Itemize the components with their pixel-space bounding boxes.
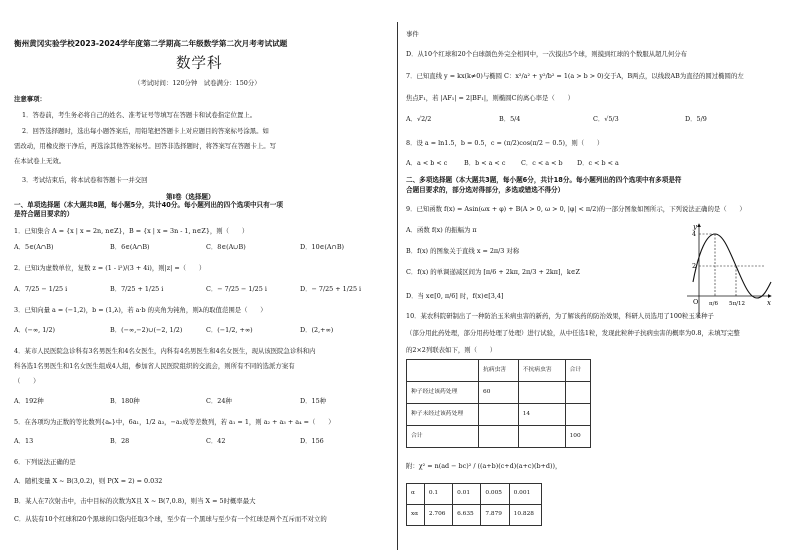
q4-stem-a: 4．某市人民医院急诊科有3名男医生和4名女医生，内科有4名男医生和4名女医生，现从该医院急诊科和内 xyxy=(14,347,316,355)
q7-stem-b: 焦点F₁，若 |AF₁| = 2|BF₁|，则椭圆C的离心率是（ ） xyxy=(406,94,574,102)
table-cell xyxy=(479,426,519,448)
table-cell: 14 xyxy=(518,404,565,426)
q8-stem: 8．设 a = ln1.5，b = 0.5，c = (π/2)cos(π/2 − 0.5)，则（ ） xyxy=(406,139,604,147)
q3-option-b: B．(−∞,−2)∪(−2, 1/2) xyxy=(110,326,183,334)
right-column xyxy=(401,0,794,550)
table-cell: 100 xyxy=(565,426,590,448)
contingency-table xyxy=(406,359,591,448)
q8-option-a: A．a < b < c xyxy=(406,159,448,167)
column-divider xyxy=(397,22,398,550)
table-row xyxy=(407,426,591,448)
subject-title: 数学科 xyxy=(176,56,223,72)
label-origin: O xyxy=(693,298,699,306)
q1-option-c: C．8∈(A∪B) xyxy=(206,243,246,251)
q4-stem-c: （ ） xyxy=(14,377,40,385)
label-y: y xyxy=(693,223,697,231)
q9-stem: 9．已知函数 f(x) = Asin(ωx + φ) + B(A > 0, ω > 0, |φ| < π/2)的一部分图象如图所示，下列说法正确的是（ ） xyxy=(406,205,746,213)
q8-option-d: D．c < b < a xyxy=(577,159,619,167)
q4-option-a: A．192种 xyxy=(14,397,44,405)
table-cell: 2.706 xyxy=(424,505,452,526)
q7-stem-a: 7．已知直线 y = kx(k≠0)与椭圆 C：x²/a² + y²/b² = 1(a > b > 0)交于A，B两点，以线段AB为直径的圆过椭圆的左 xyxy=(406,72,744,80)
table-cell: 种子未经过该药处理 xyxy=(407,404,479,426)
section2-heading-b: 合题目要求的，部分选对得部分，多选或错选不得分） xyxy=(406,186,565,194)
notice-item-2b: 需改动，用橡皮擦干净后，再选涂其他答案标号。回答非选择题时，将答案写在答题卡上。写 xyxy=(14,142,277,150)
q5-option-b: B．28 xyxy=(110,437,130,445)
exam-info: （考试时间：120分钟 试卷满分：150分） xyxy=(134,79,261,87)
q6-option-b: B．某人在7次射击中，击中目标的次数为X且 X ~ B(7,0.8)，则当 X = 5时概率最大 xyxy=(14,497,256,505)
q10-stem-b: （部分用此药处理，部分用药处理了处理）进行试验，从中任选1粒，发现此粒种子抗病虫害的概率为0.8，未填写完整 xyxy=(406,329,740,337)
exam-title: 衡州黄冈实验学校2023-2024学年度第二学期高二年级数学第二次月考考试试题 xyxy=(14,39,288,48)
q4-option-c: C．24种 xyxy=(206,397,232,405)
table-row xyxy=(407,382,591,404)
q5-option-d: D．156 xyxy=(300,437,324,445)
notice-item-2c: 在本试卷上无效。 xyxy=(14,157,66,165)
notice-item-1: 1．答卷前，考生务必将自己的姓名、准考证号等填写在答题卡和试卷指定位置上。 xyxy=(22,111,257,119)
q8-option-c: C．c < a < b xyxy=(521,159,563,167)
q6-continued: 事件 xyxy=(406,30,419,38)
q9-sine-graph xyxy=(685,220,775,320)
q1-option-a: A．5∈(A∩B) xyxy=(14,243,54,251)
q2-stem: 2．已知i为虚数单位，复数 z = (1 - i²)/(3 + 4i)，则|z| =（ ） xyxy=(14,264,206,272)
q10-stem-a: 10．某农科院研制出了一种防治玉米病虫害的新药，为了解该药的防治效果，科研人员选用了100粒玉米种子 xyxy=(406,312,714,320)
q9-option-b: B．f(x) 的图象关于直线 x = 2π/3 对称 xyxy=(406,247,520,255)
q6-option-d: D．从10个红球和20个白球颜色外完全相同中，一次摸出5个球，则摸到红球的个数服从超几何分布 xyxy=(406,50,688,58)
q3-option-d: D．(2,+∞) xyxy=(300,326,334,334)
table-cell xyxy=(565,382,590,404)
q6-stem: 6．下列说法正确的是 xyxy=(14,458,76,466)
table-row xyxy=(407,360,591,382)
q1-option-b: B．6∈(A∩B) xyxy=(110,243,150,251)
notice-item-3: 3．考试结束后，将本试卷和答题卡一并交回 xyxy=(22,176,148,184)
table-cell xyxy=(518,426,565,448)
table-cell xyxy=(407,360,479,382)
label-5pi12: 5π/12 xyxy=(729,301,745,307)
section2-heading-a: 二、多项选择题（本大题共3题，每小题6分，共计18分。每小题列出的四个选项中有多项是符 xyxy=(406,176,682,184)
table-cell: xα xyxy=(407,505,425,526)
table-cell: α xyxy=(407,484,425,505)
q2-option-b: B．7/25 + 1/25 i xyxy=(110,285,164,293)
q5-option-c: C．42 xyxy=(206,437,226,445)
label-two: 2 xyxy=(692,262,697,270)
q7-option-c: C．√5/3 xyxy=(593,115,619,123)
left-column xyxy=(0,0,393,550)
table-row xyxy=(407,505,542,526)
table-cell: 抗病虫害 xyxy=(479,360,519,382)
q3-option-c: C．(−1/2, +∞) xyxy=(206,326,253,334)
q2-option-c: C．− 7/25 − 1/25 i xyxy=(206,285,267,293)
table-cell: 0.001 xyxy=(509,484,541,505)
label-pi6: π/6 xyxy=(709,301,718,307)
notice-item-2a: 2．回答选择题时，选出每小题答案后，用铅笔把答题卡上对应题目的答案标号涂黑。如 xyxy=(22,127,269,135)
table-cell: 种子经过该药处理 xyxy=(407,382,479,404)
q8-option-b: B．b < a < c xyxy=(464,159,506,167)
q4-stem-b: 科各选1名男医生和1名女医生组成4人组，参加省人民医院组织的交流会，则所有不同的选派方案有 xyxy=(14,362,295,370)
q2-option-d: D．− 7/25 + 1/25 i xyxy=(300,285,362,293)
q10-stem-c: 的2×2列联表如下，则（ ） xyxy=(406,346,497,354)
q3-option-a: A．(−∞, 1/2) xyxy=(14,326,56,334)
table-cell: 合计 xyxy=(407,426,479,448)
critical-value-table xyxy=(406,483,542,526)
q5-stem: 5．在各项均为正数的等比数列{aₙ}中，6a₁，1/2 a₃，−a₂成等差数列，若 a₁ = 1，则 a₂ + a₃ + a₄ =（ ） xyxy=(14,418,335,426)
table-cell: 7.879 xyxy=(481,505,509,526)
table-cell xyxy=(479,404,519,426)
section1-heading-a: 一、单项选择题（本大题共8题，每小题5分，共计40分。每小题列出的四个选项中只有一项 xyxy=(14,201,283,209)
q3-stem: 3．已知向量 a = (−1,2)，b = (1,λ)，若 a·b 的夹角为钝角，则λ的取值范围是（ ） xyxy=(14,306,267,314)
q2-option-a: A．7/25 − 1/25 i xyxy=(14,285,68,293)
table-cell: 0.005 xyxy=(481,484,509,505)
table-row xyxy=(407,484,542,505)
q1-option-d: D．10∈(A∩B) xyxy=(300,243,345,251)
table-cell: 10.828 xyxy=(509,505,541,526)
q9-option-d: D．当 x∈[0, π/6] 时，f(x)∈[3,4] xyxy=(406,292,504,300)
table-cell: 0.1 xyxy=(424,484,452,505)
chi-square-formula: 附：χ² = n(ad − bc)² / ((a+b)(c+d)(a+c)(b+d))， xyxy=(406,462,562,470)
table-cell: 不抗病虫害 xyxy=(518,360,565,382)
table-cell: 合计 xyxy=(565,360,590,382)
q7-option-d: D．5/9 xyxy=(685,115,707,123)
table-cell: 6.635 xyxy=(453,505,481,526)
notice-title: 注意事项： xyxy=(14,95,46,103)
q6-option-c: C．从装有10个红球和20个黑球的口袋内任取3个球，至少有一个黑球与至少有一个红球是两个互斥而不对立的 xyxy=(14,515,327,523)
table-cell xyxy=(518,382,565,404)
table-cell xyxy=(565,404,590,426)
q9-option-a: A．函数 f(x) 的振幅为 π xyxy=(406,226,477,234)
q4-option-b: B．180种 xyxy=(110,397,140,405)
label-x: x xyxy=(767,299,771,307)
q7-option-b: B．5/4 xyxy=(499,115,521,123)
q4-option-d: D．15种 xyxy=(300,397,327,405)
table-row xyxy=(407,404,591,426)
q6-option-a: A．随机变量 X ~ B(3,0.2)，则 P(X = 2) = 0.032 xyxy=(14,477,163,485)
q9-option-c: C．f(x) 的单调递减区间为 [π/6 + 2kπ, 2π/3 + 2kπ]，k∈Z xyxy=(406,268,580,276)
label-four: 4 xyxy=(692,230,697,238)
table-cell: 60 xyxy=(479,382,519,404)
table-cell: 0.01 xyxy=(453,484,481,505)
q7-option-a: A．√2/2 xyxy=(406,115,432,123)
section1-heading-b: 是符合题目要求的） xyxy=(14,210,74,218)
q1-stem: 1．已知集合 A = {x | x = 2n, n∈Z}，B = {x | x = 3n - 1, n∈Z}，则（ ） xyxy=(14,227,249,235)
part1-title: 第Ⅰ卷（选择题） xyxy=(166,193,215,201)
q5-option-a: A．13 xyxy=(14,437,34,445)
